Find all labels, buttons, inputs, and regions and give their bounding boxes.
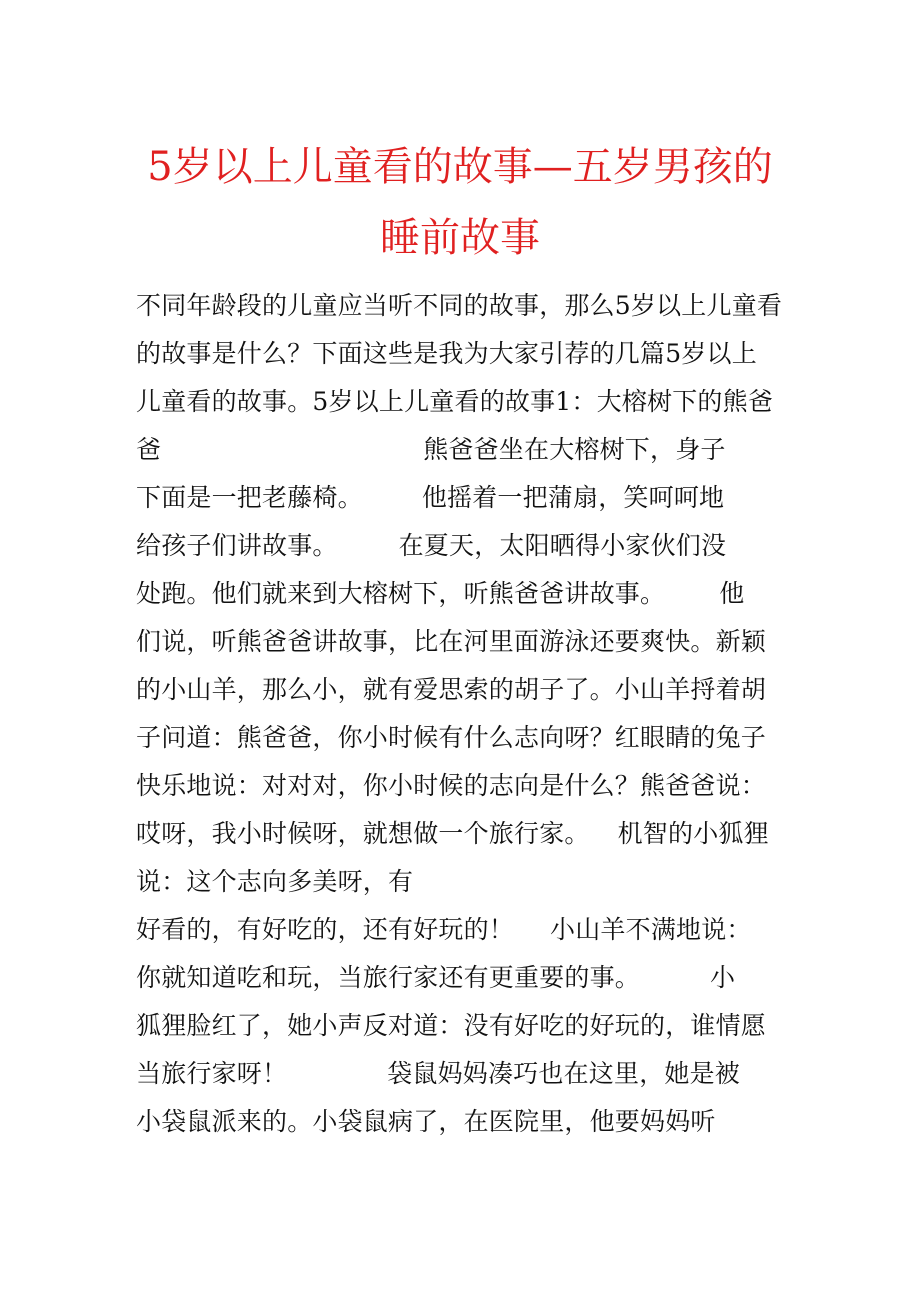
body-line-segment: 你就知道吃和玩，当旅行家还有更重要的事。 — [136, 963, 641, 992]
body-line-segment: 不同年龄段的儿童应当听不同的故事，那么5岁以上儿童看 — [136, 291, 783, 320]
body-line-13 — [136, 865, 796, 899]
body-line-segment: 小山羊不满地说： — [550, 915, 752, 944]
body-line-segment: 们说，听熊爸爸讲故事，比在河里面游泳还要爽快。新颖 — [136, 627, 767, 656]
body-line-segment: 好看的，有好吃的，还有好玩的！ — [136, 915, 515, 944]
body-line-segment: 哎呀，我小时候呀，就想做一个旅行家。 — [136, 819, 590, 848]
body-line-segment: 爸 — [136, 435, 162, 464]
body-line-segment: 机智的小狐狸 — [617, 819, 769, 848]
body-line-10 — [136, 721, 796, 755]
body-line-segment: 处跑。他们就来到大榕树下，听熊爸爸讲故事。 — [136, 579, 666, 608]
body-line-segment: 他摇着一把蒲扇，笑呵呵地 — [421, 483, 725, 512]
body-line-15 — [136, 961, 796, 995]
body-line-1 — [136, 289, 796, 323]
body-line-3 — [136, 385, 796, 419]
body-line-segment: 的小山羊，那么小，就有爱思索的胡子了。小山羊捋着胡 — [136, 675, 767, 704]
body-line-segment: 儿童看的故事。5岁以上儿童看的故事1：大榕树下的熊爸 — [136, 387, 774, 416]
body-line-16 — [136, 1009, 796, 1043]
body-line-segment: 快乐地说：对对对，你小时候的志向是什么？熊爸爸说： — [136, 771, 767, 800]
body-line-segment: 他 — [719, 579, 745, 608]
body-line-17 — [136, 1057, 796, 1091]
body-line-segment: 的故事是什么？下面这些是我为大家引荐的几篇5岁以上 — [136, 339, 757, 368]
body-line-segment: 下面是一把老藤椅。 — [136, 483, 363, 512]
body-line-18 — [136, 1105, 796, 1139]
body-line-8 — [136, 625, 796, 659]
body-line-segment: 狐狸脸红了，她小声反对道：没有好吃的好玩的，谁情愿 — [136, 1011, 767, 1040]
body-line-4 — [136, 433, 796, 467]
document-title-line-1: 5岁以上儿童看的故事—五岁男孩的 — [147, 144, 773, 190]
body-line-segment: 给孩子们讲故事。 — [136, 531, 338, 560]
body-line-12 — [136, 817, 796, 851]
body-line-14 — [136, 913, 796, 947]
body-line-segment: 袋鼠妈妈凑巧也在这里，她是被 — [387, 1059, 741, 1088]
body-line-9 — [136, 673, 796, 707]
body-line-6 — [136, 529, 796, 563]
body-line-segment: 熊爸爸坐在大榕树下，身子 — [423, 435, 726, 464]
body-line-segment: 当旅行家呀！ — [136, 1059, 288, 1088]
body-line-segment: 小 — [710, 963, 736, 992]
body-line-segment: 说：这个志向多美呀，有 — [136, 867, 414, 896]
body-line-5 — [136, 481, 796, 515]
body-line-segment: 子问道：熊爸爸，你小时候有什么志向呀？红眼睛的兔子 — [136, 723, 767, 752]
body-line-segment: 在夏天，太阳晒得小家伙们没 — [398, 531, 727, 560]
body-line-11 — [136, 769, 796, 803]
body-line-segment: 小袋鼠派来的。小袋鼠病了，在医院里，他要妈妈听 — [136, 1107, 716, 1136]
body-line-7 — [136, 577, 796, 611]
document-title-line-2: 睡前故事 — [380, 215, 540, 261]
body-line-2 — [136, 337, 796, 371]
